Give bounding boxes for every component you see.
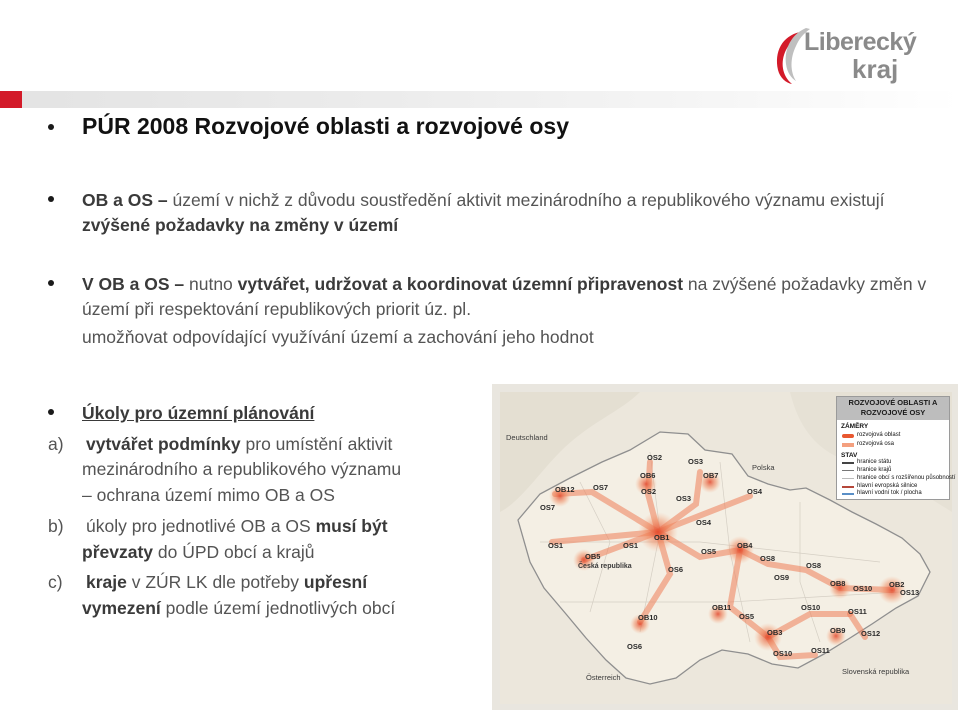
legend-item: rozvojová oblast bbox=[857, 432, 901, 438]
map-label-os2: OS2 bbox=[647, 453, 663, 462]
country-slovakia: Slovenská republika bbox=[842, 667, 910, 676]
task-c-line1 bbox=[86, 569, 367, 596]
map-legend bbox=[836, 396, 956, 500]
task-c-marker: c) bbox=[48, 572, 63, 592]
country-austria: Österreich bbox=[586, 673, 621, 682]
map-label-os3: OS3 bbox=[676, 494, 692, 503]
text: pro umístění aktivit bbox=[240, 434, 393, 454]
emphasis: upřesní bbox=[303, 572, 368, 592]
map-label-os1: OS1 bbox=[548, 541, 564, 550]
legend-item: hlavní evropská silnice bbox=[857, 483, 918, 489]
liberecky-kraj-logo bbox=[770, 26, 930, 88]
paragraph-ob-os-requirements bbox=[82, 272, 932, 322]
legend-swatch-road bbox=[842, 486, 854, 488]
map-label-os11: OS11 bbox=[848, 607, 867, 616]
map-label-ob1: OB1 bbox=[654, 533, 670, 542]
bullet-dot bbox=[48, 409, 54, 415]
legend-swatch-axis bbox=[842, 443, 854, 447]
emphasis: zvýšené požadavky na změny v území bbox=[82, 215, 399, 235]
map-label-os1: OS1 bbox=[623, 541, 639, 550]
legend-swatch-area bbox=[842, 434, 854, 438]
country-germany: Deutschland bbox=[506, 433, 548, 442]
text: úkoly pro jednotlivé OB a OS bbox=[86, 516, 316, 536]
map-label-os7: OS7 bbox=[593, 483, 609, 492]
header-band bbox=[0, 91, 960, 108]
task-b-marker: b) bbox=[48, 516, 64, 536]
bullet-dot bbox=[48, 124, 54, 130]
tasks-heading: Úkoly pro územní plánování bbox=[82, 403, 315, 423]
map-label-ob8: OB8 bbox=[830, 579, 846, 588]
emphasis: vytvářet, udržovat a koordinovat územní připravenost bbox=[237, 274, 684, 294]
task-a-line1 bbox=[86, 431, 392, 458]
legend-swatch-water bbox=[842, 493, 854, 495]
map-label-os10: OS10 bbox=[801, 603, 821, 612]
map-label-ob12: OB12 bbox=[555, 485, 575, 494]
map-label-os12: OS12 bbox=[861, 629, 881, 638]
map-label-os9: OS9 bbox=[774, 573, 790, 582]
map-label-os8: OS8 bbox=[806, 561, 822, 570]
map-label-ob3: OB3 bbox=[767, 628, 783, 637]
map-label-os4: OS4 bbox=[747, 487, 763, 496]
task-c-line2 bbox=[82, 595, 395, 622]
legend-item: hranice krajů bbox=[857, 467, 892, 473]
paragraph-ob-os-definition bbox=[82, 188, 912, 238]
emphasis: vytvářet podmínky bbox=[86, 434, 241, 454]
bullet-dot bbox=[48, 280, 54, 286]
legend-zamery: ZÁMĚRY bbox=[841, 423, 869, 430]
term-ob-os: OB a OS – bbox=[82, 190, 168, 210]
legend-swatch-state bbox=[842, 462, 854, 464]
emphasis: musí být bbox=[315, 516, 388, 536]
task-a-line3: – ochrana území mimo OB a OS bbox=[82, 485, 335, 505]
map-label-os6: OS6 bbox=[627, 642, 643, 651]
country-poland: Polska bbox=[752, 463, 775, 472]
map-label-os3: OS3 bbox=[688, 457, 704, 466]
map-label-os6: OS6 bbox=[668, 565, 684, 574]
map-label-ob5: OB5 bbox=[585, 552, 601, 561]
emphasis: převzaty bbox=[82, 542, 154, 562]
legend-swatch-municipality bbox=[842, 478, 854, 479]
map-label-os4: OS4 bbox=[696, 518, 712, 527]
country-czech: Česká republika bbox=[578, 563, 632, 570]
map-label-os10: OS10 bbox=[773, 649, 793, 658]
term-v-ob-os: V OB a OS – bbox=[82, 274, 185, 294]
map-label-os7: OS7 bbox=[540, 503, 556, 512]
map-label-os10: OS10 bbox=[853, 584, 873, 593]
text: v ZÚR LK dle potřeby bbox=[126, 572, 304, 592]
map-label-os5: OS5 bbox=[701, 547, 717, 556]
text: nutno bbox=[184, 274, 238, 294]
text: území v nichž z důvodu soustředění aktivit mezinárodního a republikového významu existují bbox=[167, 190, 885, 210]
map-label-ob2: OB2 bbox=[889, 580, 905, 589]
map-label-os5: OS5 bbox=[739, 612, 755, 621]
task-b-line1 bbox=[86, 513, 388, 540]
text: podle území jednotlivých obcí bbox=[160, 598, 396, 618]
slide-title: PÚR 2008 Rozvojové oblasti a rozvojové osy bbox=[82, 113, 569, 139]
paragraph-continuation: umožňovat odpovídající využívání území a zachování jeho hodnot bbox=[82, 327, 594, 347]
map-label-os13: OS13 bbox=[900, 588, 920, 597]
task-a-line2: mezinárodního a republikového významu bbox=[82, 459, 402, 479]
map-label-ob6: OB6 bbox=[640, 471, 656, 480]
map-label-ob7: OB7 bbox=[703, 471, 719, 480]
map-label-os11: OS11 bbox=[811, 646, 830, 655]
legend-item: rozvojová osa bbox=[857, 441, 895, 447]
legend-item: hranice státu bbox=[857, 459, 892, 465]
legend-stav: STAV bbox=[841, 452, 858, 459]
legend-title: ROZVOJOVÉ OBLASTI A ROZVOJOVÉ OSY bbox=[837, 397, 949, 420]
logo-name: Liberecký bbox=[804, 28, 917, 56]
map-label-ob10: OB10 bbox=[638, 613, 658, 622]
text: na zvýšené požadavky změn v území při respektování republikových priorit úz. pl. bbox=[82, 274, 927, 319]
map-label-os8: OS8 bbox=[760, 554, 776, 563]
emphasis: kraje bbox=[86, 572, 127, 592]
legend-item: hranice obcí s rozšířenou působností bbox=[857, 475, 956, 481]
bullet-dot bbox=[48, 196, 54, 202]
map-label-ob11: OB11 bbox=[712, 603, 732, 612]
task-a-marker: a) bbox=[48, 434, 64, 454]
legend-swatch-region bbox=[842, 470, 854, 471]
header-corner-mark bbox=[0, 91, 22, 108]
map-label-ob4: OB4 bbox=[737, 541, 753, 550]
emphasis: vymezení bbox=[82, 598, 161, 618]
logo-region: kraj bbox=[852, 54, 899, 84]
text: do ÚPD obcí a krajů bbox=[153, 542, 315, 562]
legend-item: hlavní vodní tok / plocha bbox=[857, 490, 922, 496]
map-label-os2: OS2 bbox=[641, 487, 657, 496]
map-label-ob9: OB9 bbox=[830, 626, 846, 635]
task-b-line2 bbox=[82, 539, 314, 566]
